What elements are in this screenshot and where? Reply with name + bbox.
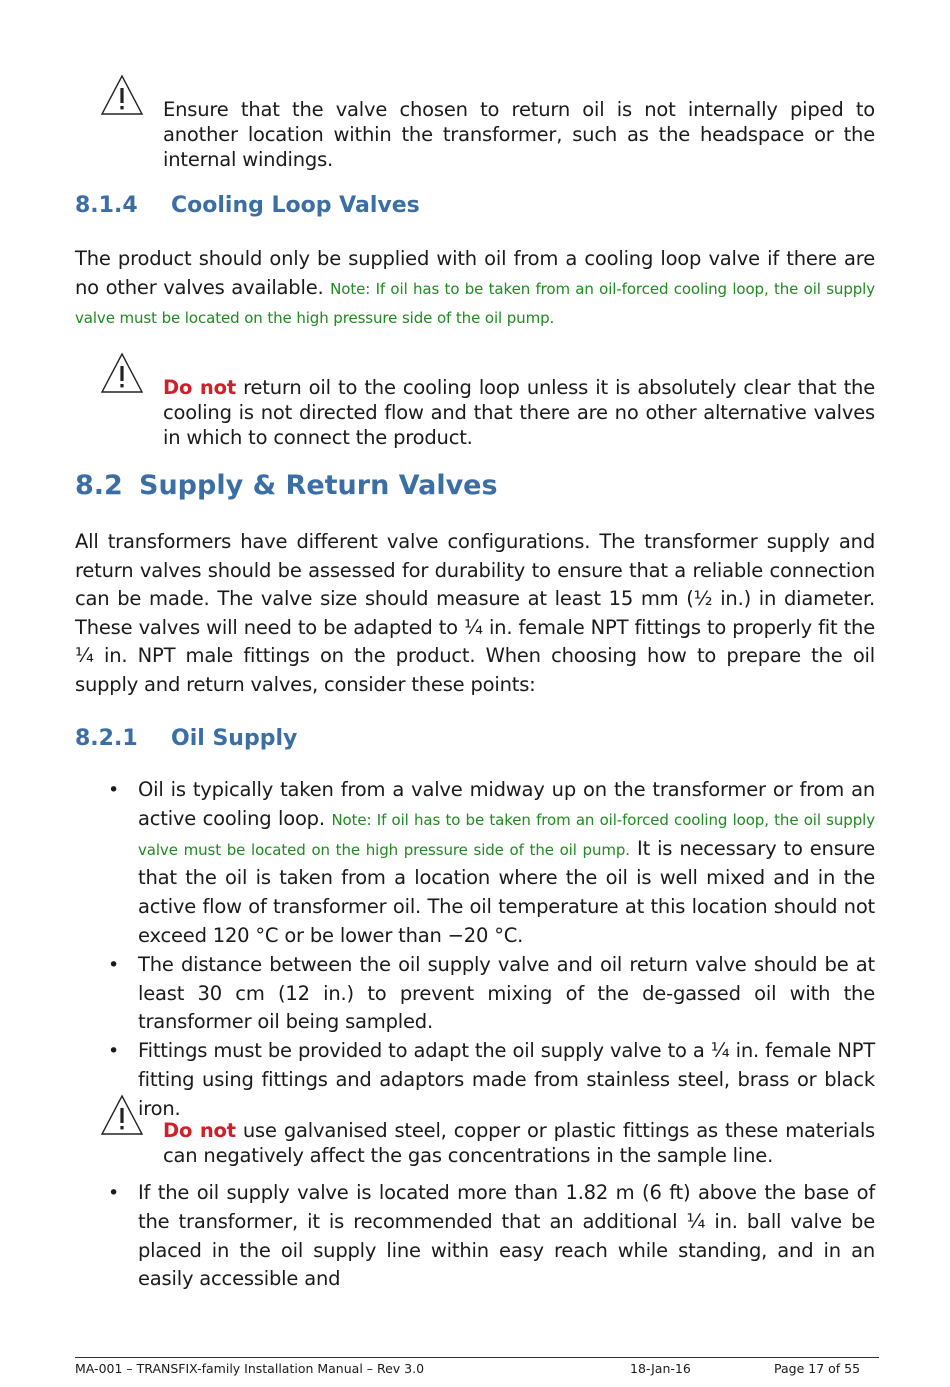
note-text: Note: If oil has to be taken from an oil-forced cooling loop, the oil supply valve must be located on the high pressure side of the oil pump.	[75, 279, 876, 327]
bullet-glyph: •	[108, 1182, 120, 1204]
section-title: Supply & Return Valves	[139, 470, 498, 501]
warning-emphasis: Do not	[163, 376, 236, 399]
list-item-text: The distance between the oil supply valve and oil return valve should be at least 30 cm (12 in.) to prevent mixing of the de-gassed oil with the transformer oil being sampled.	[138, 952, 875, 1034]
list-item-text: It is necessary to ensure that the oil is taken from a location where the oil is well mixed and in the active flow of transformer oil. The oil temperature at this location should not exceed 120 °C or be lower than −20 °C.	[138, 836, 875, 947]
list-item-text: Fittings must be provided to adapt the oil supply valve to a ¼ in. female NPT fitting using fittings and adaptors made from stainless steel, brass or black iron.	[138, 1039, 875, 1120]
section-heading-8-1-4	[75, 193, 420, 218]
paragraph-cooling-loop	[75, 245, 875, 333]
footer-page-number: Page 17 of 55	[774, 1361, 861, 1376]
note-text: Note: If oil has to be taken from an oil-forced cooling loop, the oil supply valve must be located on the high pressure side of the oil pump.	[138, 810, 875, 859]
section-title: Cooling Loop Valves	[171, 193, 420, 218]
paragraph-text: The product should only be supplied with oil from a cooling loop valve if there are no other valves available.	[75, 247, 875, 299]
list-item	[75, 776, 875, 951]
warning-triangle-icon	[100, 352, 144, 394]
list-item-text: Oil is typically taken from a valve midway up on the transformer or from an active cooling loop.	[138, 778, 875, 830]
footer-date: 18-Jan-16	[630, 1361, 691, 1376]
bullet-glyph: •	[108, 953, 120, 976]
bullet-list	[75, 1179, 875, 1294]
footer-divider	[75, 1357, 879, 1358]
bullet-glyph: •	[108, 1040, 120, 1063]
list-item	[75, 1037, 875, 1123]
list-item	[75, 1179, 875, 1294]
section-number: 8.2.1	[75, 726, 138, 751]
paragraph-supply-return: All transformers have different valve configurations. The transformer supply and return valves should be assessed for durability to ensure that a reliable connection can be made. The valve size should measure at least 15 mm (½ in.) in diameter. These valves will need to be adapted to ¼ in. female NPT fittings to properly fit the ¼ in. NPT male fittings on the product. When choosing how to prepare the oil supply and return valves, consider these points:	[75, 530, 875, 696]
list-item-text: If the oil supply valve is located more than 1.82 m (6 ft) above the base of the transformer, it is recommended that an additional ¼ in. ball valve be placed in the oil supply line within easy reach while standing, and in an easily accessible and	[138, 1181, 875, 1291]
bullet-glyph: •	[108, 779, 120, 801]
section-number: 8.1.4	[75, 193, 138, 218]
warning-triangle-icon	[100, 74, 144, 116]
section-heading-8-2	[75, 470, 498, 501]
warning-text	[163, 375, 875, 450]
footer-document-title: MA-001 – TRANSFIX-family Installation Manual – Rev 3.0	[75, 1361, 425, 1376]
section-heading-8-2-1	[75, 726, 297, 751]
warning-triangle-icon	[100, 1094, 144, 1136]
warning-emphasis: Do not	[163, 1119, 236, 1142]
warning-body: return oil to the cooling loop unless it is absolutely clear that the cooling is not directed flow and that there are no other alternative valves in which to connect the product.	[163, 376, 875, 449]
warning-text: Ensure that the valve chosen to return oil is not internally piped to another location within the transformer, such as the headspace or the internal windings.	[163, 98, 875, 171]
bullet-list	[75, 776, 875, 1124]
list-item	[75, 951, 875, 1037]
warning-body: use galvanised steel, copper or plastic fittings as these materials can negatively affect the gas concentrations in the sample line.	[163, 1119, 875, 1167]
warning-text	[163, 1118, 875, 1168]
section-number: 8.2	[75, 470, 123, 501]
section-title: Oil Supply	[171, 726, 298, 751]
